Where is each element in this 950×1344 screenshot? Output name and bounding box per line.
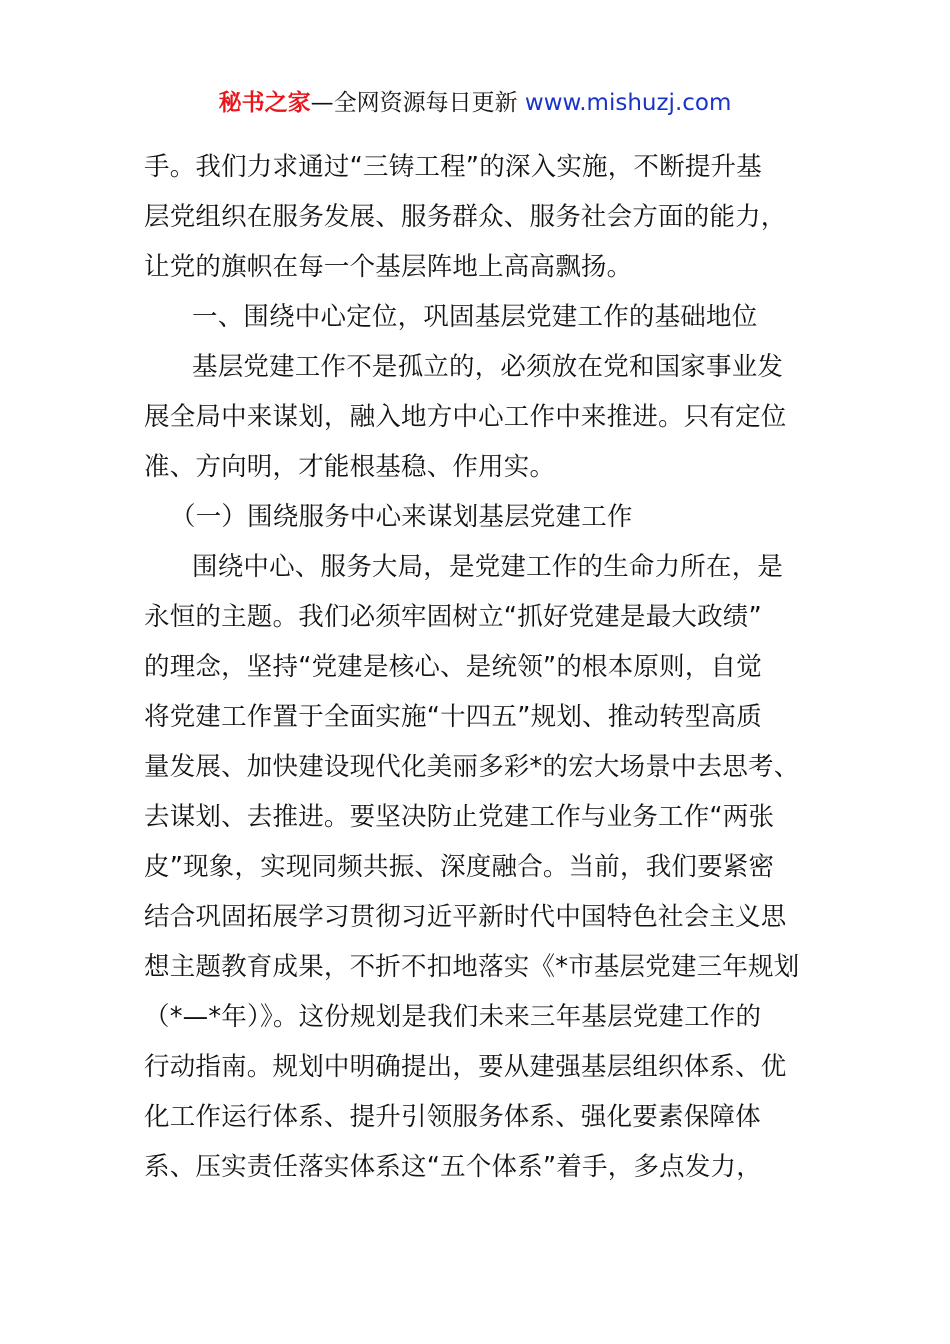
- paragraph-line: （*—*年）》。这份规划是我们未来三年基层党建工作的: [144, 1002, 762, 1032]
- paragraph-line: 量发展、加快建设现代化美丽多彩*的宏大场景中去思考、: [144, 752, 800, 782]
- paragraph-line: 永恒的主题。我们必须牢固树立“抓好党建是最大政绩”: [144, 602, 762, 632]
- paragraph-line: 系、压实责任落实体系这“五个体系”着手，多点发力，: [144, 1152, 762, 1182]
- section-heading: 一、围绕中心定位，巩固基层党建工作的基础地位: [192, 302, 758, 332]
- paragraph-line: 的理念，坚持“党建是核心、是统领”的根本原则，自觉: [144, 652, 762, 682]
- paragraph-line: 让党的旗帜在每一个基层阵地上高高飘扬。: [144, 252, 633, 282]
- paragraph-line: 围绕中心、服务大局，是党建工作的生命力所在，是: [192, 552, 784, 582]
- paragraph-line: 将党建工作置于全面实施“十四五”规划、推动转型高质: [144, 702, 762, 732]
- paragraph-line: 化工作运行体系、提升引领服务体系、强化要素保障体: [144, 1102, 761, 1132]
- site-brand: 秘书之家: [218, 90, 311, 116]
- paragraph-line: 结合巩固拓展学习贯彻习近平新时代中国特色社会主义思: [144, 902, 787, 932]
- paragraph-line: 想主题教育成果，不折不扣地落实《*市基层党建三年规划: [144, 952, 800, 982]
- paragraph-line: 手。我们力求通过“三铸工程”的深入实施，不断提升基: [144, 152, 762, 182]
- subsection-heading: （一）围绕服务中心来谋划基层党建工作: [170, 502, 633, 532]
- paragraph-line: 基层党建工作不是孤立的，必须放在党和国家事业发: [192, 352, 784, 382]
- paragraph-line: 行动指南。规划中明确提出，要从建强基层组织体系、优: [144, 1052, 787, 1082]
- paragraph-line: 层党组织在服务发展、服务群众、服务社会方面的能力，: [144, 202, 787, 232]
- site-url-link[interactable]: www.mishuzj.com: [524, 90, 732, 116]
- paragraph-line: 去谋划、去推进。要坚决防止党建工作与业务工作“两张: [144, 802, 775, 832]
- document-body: [144, 147, 809, 1197]
- paragraph-line: 皮”现象，实现同频共振、深度融合。当前，我们要紧密: [144, 852, 775, 882]
- site-tagline: —全网资源每日更新: [310, 90, 525, 116]
- site-header: [0, 86, 950, 120]
- paragraph-line: 准、方向明，才能根基稳、作用实。: [144, 452, 556, 482]
- paragraph-line: 展全局中来谋划，融入地方中心工作中来推进。只有定位: [144, 402, 787, 432]
